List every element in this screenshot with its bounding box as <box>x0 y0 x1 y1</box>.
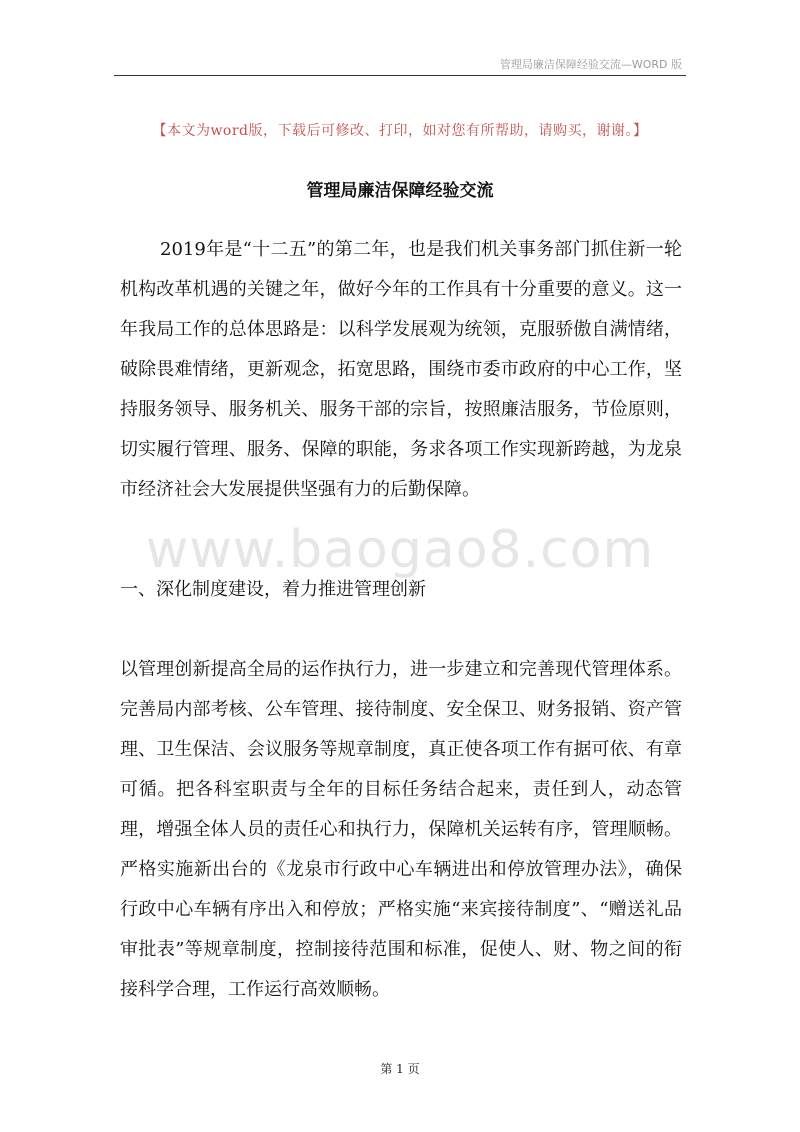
page-number: 第 1 页 <box>380 1062 420 1076</box>
paragraph-intro: 2019年是“十二五”的第二年，也是我们机关事务部门抓住新一轮机构改革机遇的关键之年，做好今年的工作具有十分重要的意义。这一年我局工作的总体思路是：以科学发展观为统领，克服骄傲自满情绪，破除畏难情绪，更新观念，拓宽思路，围绕市委市政府的中心工作，坚持服务领导、服务机关、服务干部的宗旨，按照廉洁服务，节俭原则，切实履行管理、服务、保障的职能，务求各项工作实现新跨越，为龙泉市经济社会大发展提供坚强有力的后勤保障。 <box>120 239 682 500</box>
document-title: 管理局廉洁保障经验交流 <box>306 181 494 201</box>
download-notice: 【本文为word版，下载后可修改、打印，如对您有所帮助，请购买，谢谢。】 <box>152 123 648 139</box>
paragraph-management: 以管理创新提高全局的运作执行力，进一步建立和完善现代管理体系。完善局内部考核、公车管理、接待制度、安全保卫、财务报销、资产管理、卫生保洁、会议服务等规章制度，真正使各项工作有据可依、有章可循。把各科室职责与全年的目标任务结合起来，责任到人，动态管理，增强全体人员的责任心和执行力，保障机关运转有序，管理顺畅。严格实施新出台的《龙泉市行政中心车辆进出和停放管理办法》，确保行政中心车辆有序出入和停放；严格实施“来宾接待制度”、“赠送礼品审批表”等规章制度，控制接待范围和标准，促使人、财、物之间的衔接科学合理，工作运行高效顺畅。 <box>120 659 682 1000</box>
running-header: 管理局廉洁保障经验交流—WORD 版 <box>499 58 682 71</box>
watermark-text: www.baogao8.com <box>145 520 655 580</box>
header-divider <box>114 75 686 76</box>
section-heading: 一、深化制度建设，着力推进管理创新 <box>120 579 426 600</box>
